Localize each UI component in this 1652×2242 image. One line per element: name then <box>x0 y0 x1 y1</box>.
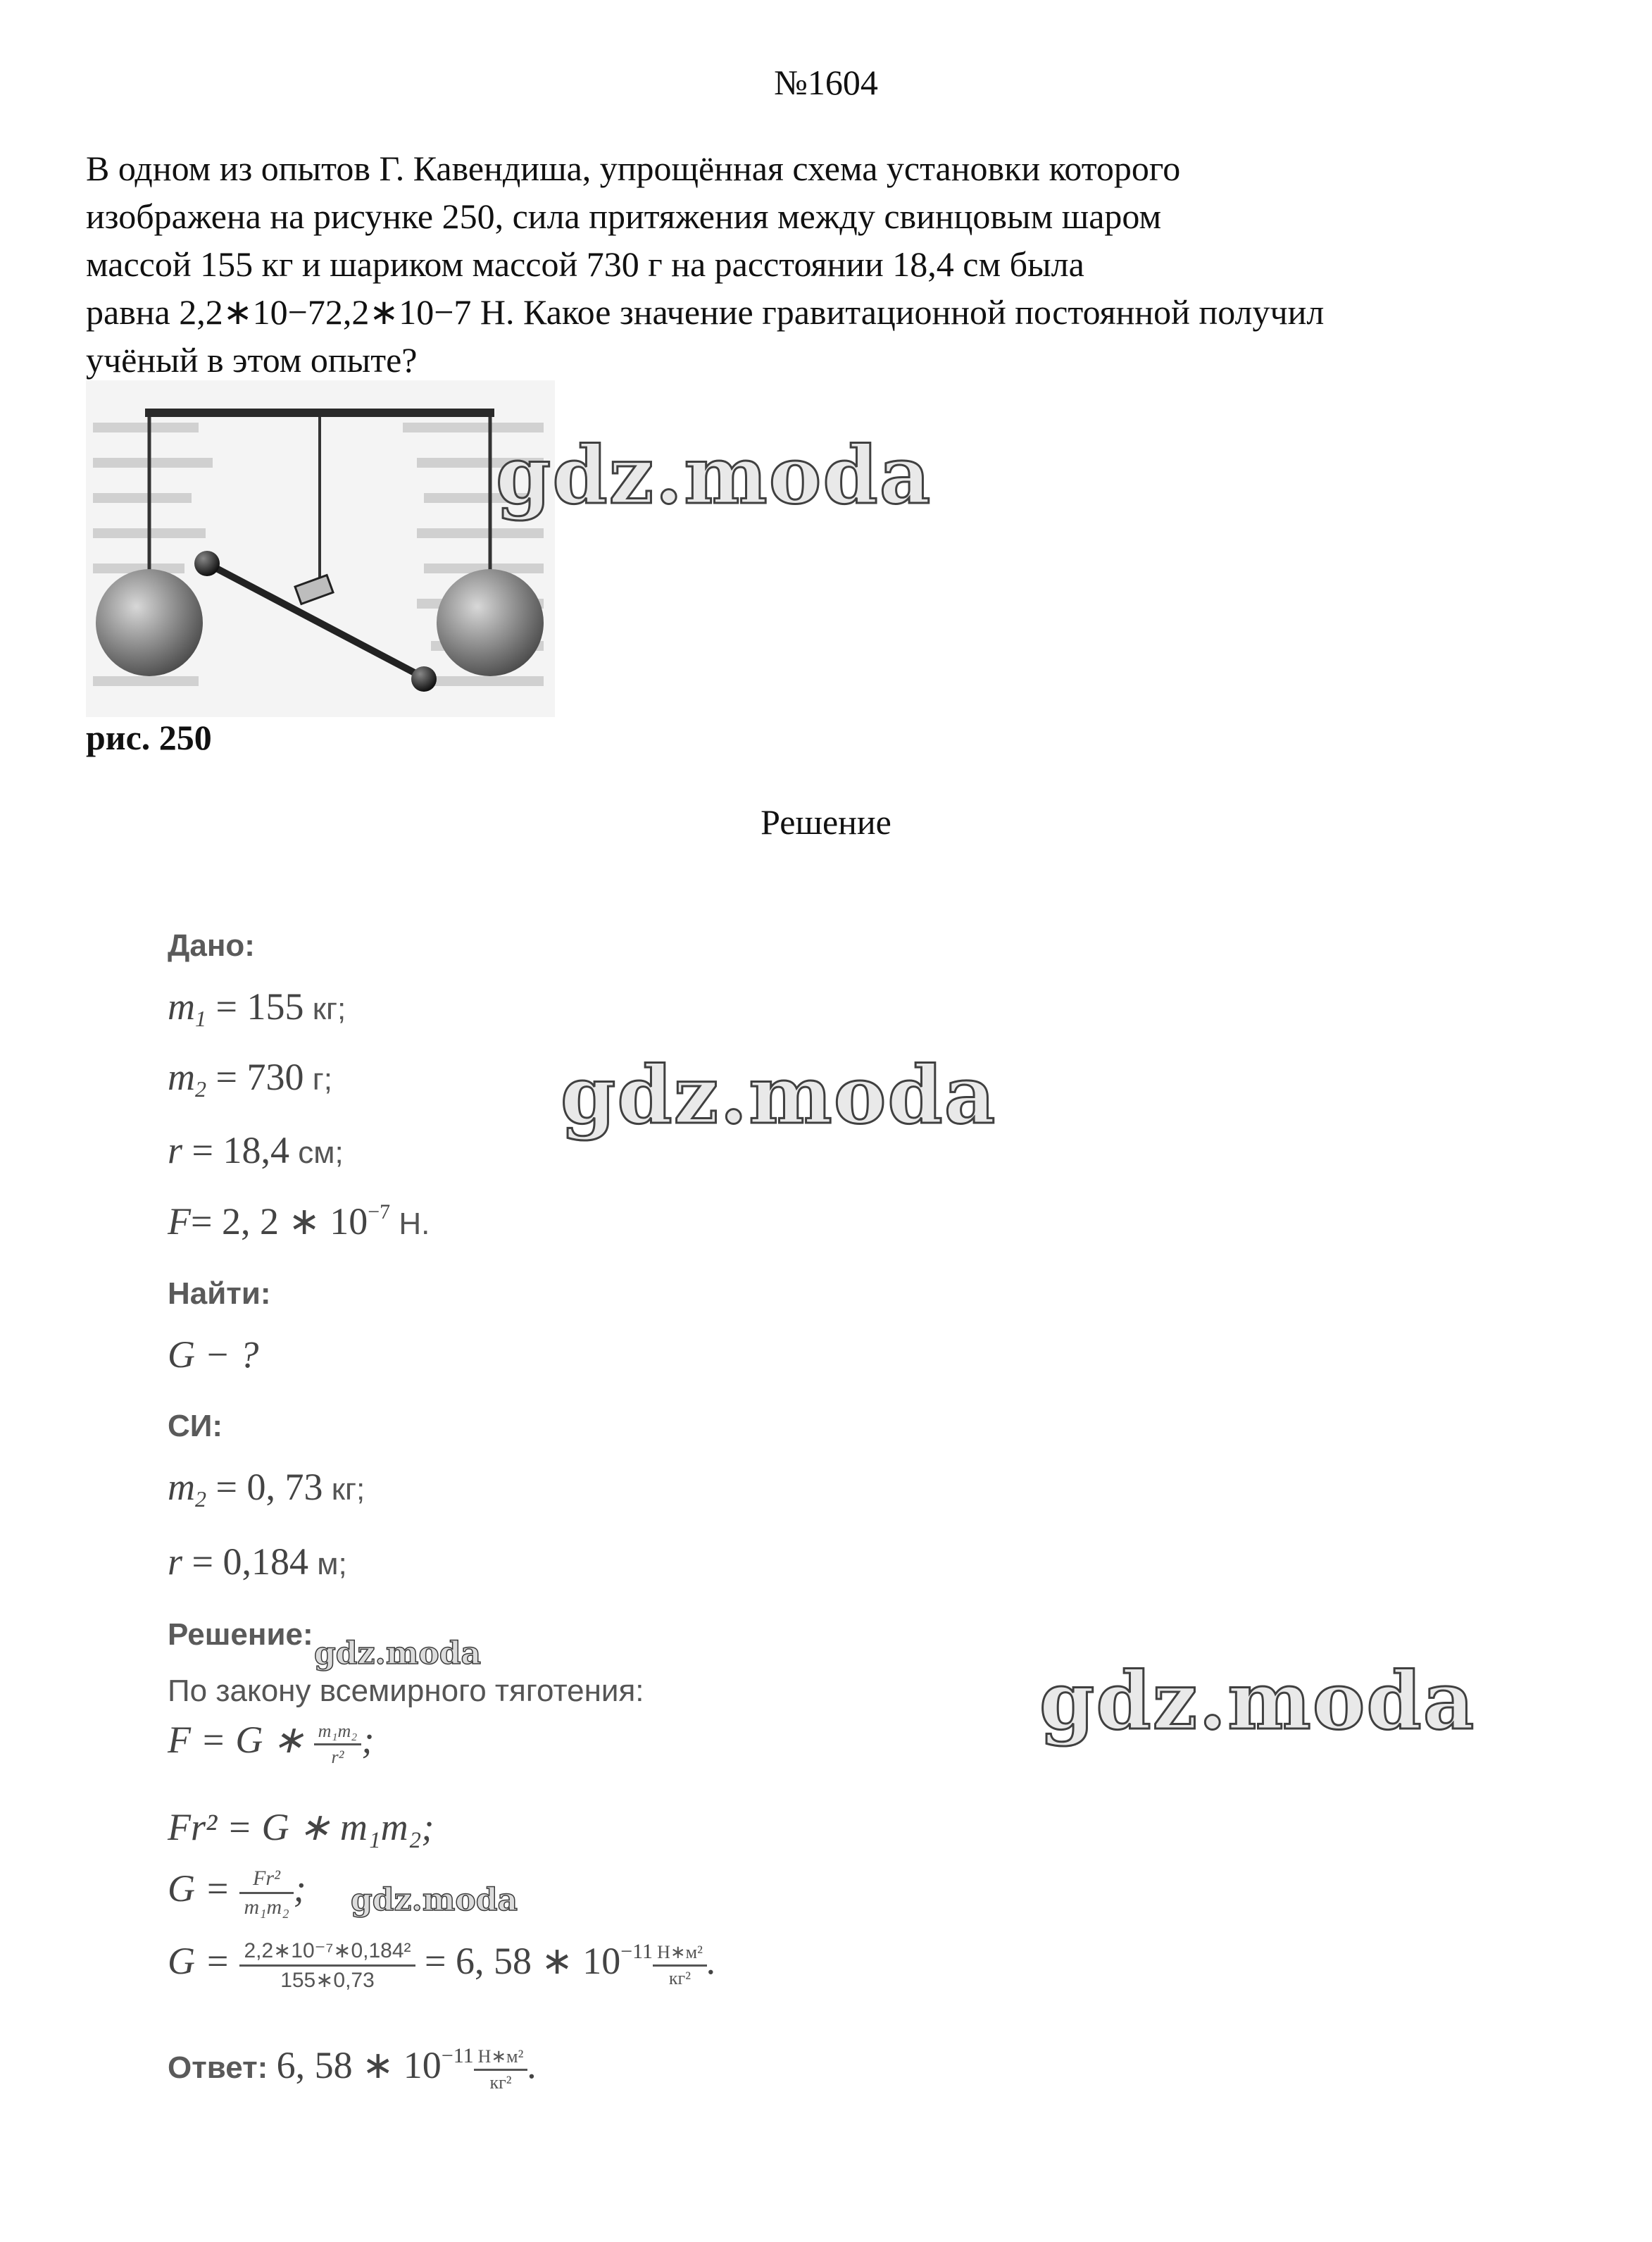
cavendish-figure <box>86 380 555 717</box>
answer: Ответ: 6, 58 ∗ $10^{-11}$ $\frac{\text{Н∗м²}}{\text{кг²}}$ . <box>168 2044 537 2093</box>
problem-line: равна 2,2∗10−72,2∗10−7 Н. Какое значение гравитационной постоянной получил <box>86 292 1325 332</box>
problem-line: массой 155 кг и шариком массой 730 г на расстоянии 18,4 см была <box>86 244 1084 284</box>
watermark-small: gdz.moda <box>314 1636 482 1671</box>
formula-G: G = $\frac{\text{Fr²}}{\text{m₁m₂}}$ ; <box>168 1867 306 1919</box>
formula-calculation: G = $\frac{\text{2,2∗10⁻⁷∗0,184²}}{155∗0,73}$ = 6, 58 ∗ $10^{-11}$ $\frac{\text{Н∗м²}}{\text{кг²}}$ . <box>168 1939 717 1992</box>
small-ball-left <box>194 551 220 576</box>
watermark: gdz.moda <box>1039 1655 1476 1748</box>
problem-line: изображена на рисунке 250, сила притяжения между свинцовым шаром <box>86 197 1162 236</box>
law-text: По закону всемирного тяготения: <box>168 1674 644 1708</box>
given-F: F= 2, 2 ∗ $10^{-7}$ Н. <box>168 1200 430 1243</box>
large-lead-ball-right <box>437 569 544 676</box>
given-r: r = 18,4 см; <box>168 1129 344 1171</box>
problem-line: В одном из опытов Г. Кавендиша, упрощённая схема установки которого <box>86 149 1181 188</box>
watermark: gdz.moda <box>561 1050 997 1142</box>
si-label: СИ: <box>168 1409 223 1443</box>
figure-caption: рис. 250 <box>86 718 212 757</box>
large-lead-ball-left <box>96 569 203 676</box>
given-label: Дано: <box>168 928 255 963</box>
solution-heading: Решение <box>761 802 891 842</box>
given-m2: $m_2 = 730$ г; <box>168 1056 332 1102</box>
small-ball-right <box>411 666 437 692</box>
formula-gravity-law: F = G ∗ $\frac{\text{m₁m₂}}{\text{r²}}$ ; <box>168 1719 375 1767</box>
si-r: r = 0,184 м; <box>168 1540 347 1583</box>
formula-rearranged: Fr² = G ∗ m₁m₂; <box>168 1806 434 1848</box>
problem-text <box>86 144 1579 384</box>
find-expression: G − ? <box>168 1333 259 1376</box>
top-frame-bar <box>145 409 494 417</box>
torsion-balance-illustration <box>86 380 555 717</box>
given-m1: $m_1 = 155$ кг; <box>168 985 346 1031</box>
mirror <box>295 575 333 604</box>
problem-number: №1604 <box>774 63 878 102</box>
find-label: Найти: <box>168 1276 271 1311</box>
watermark: gdz.moda <box>496 430 932 522</box>
solution-label: Решение: <box>168 1617 313 1652</box>
si-m2: $m_2 = 0$, 73 кг; <box>168 1466 365 1512</box>
watermark-small: gdz.moda <box>351 1882 518 1918</box>
problem-line: учёный в этом опыте? <box>86 340 418 380</box>
